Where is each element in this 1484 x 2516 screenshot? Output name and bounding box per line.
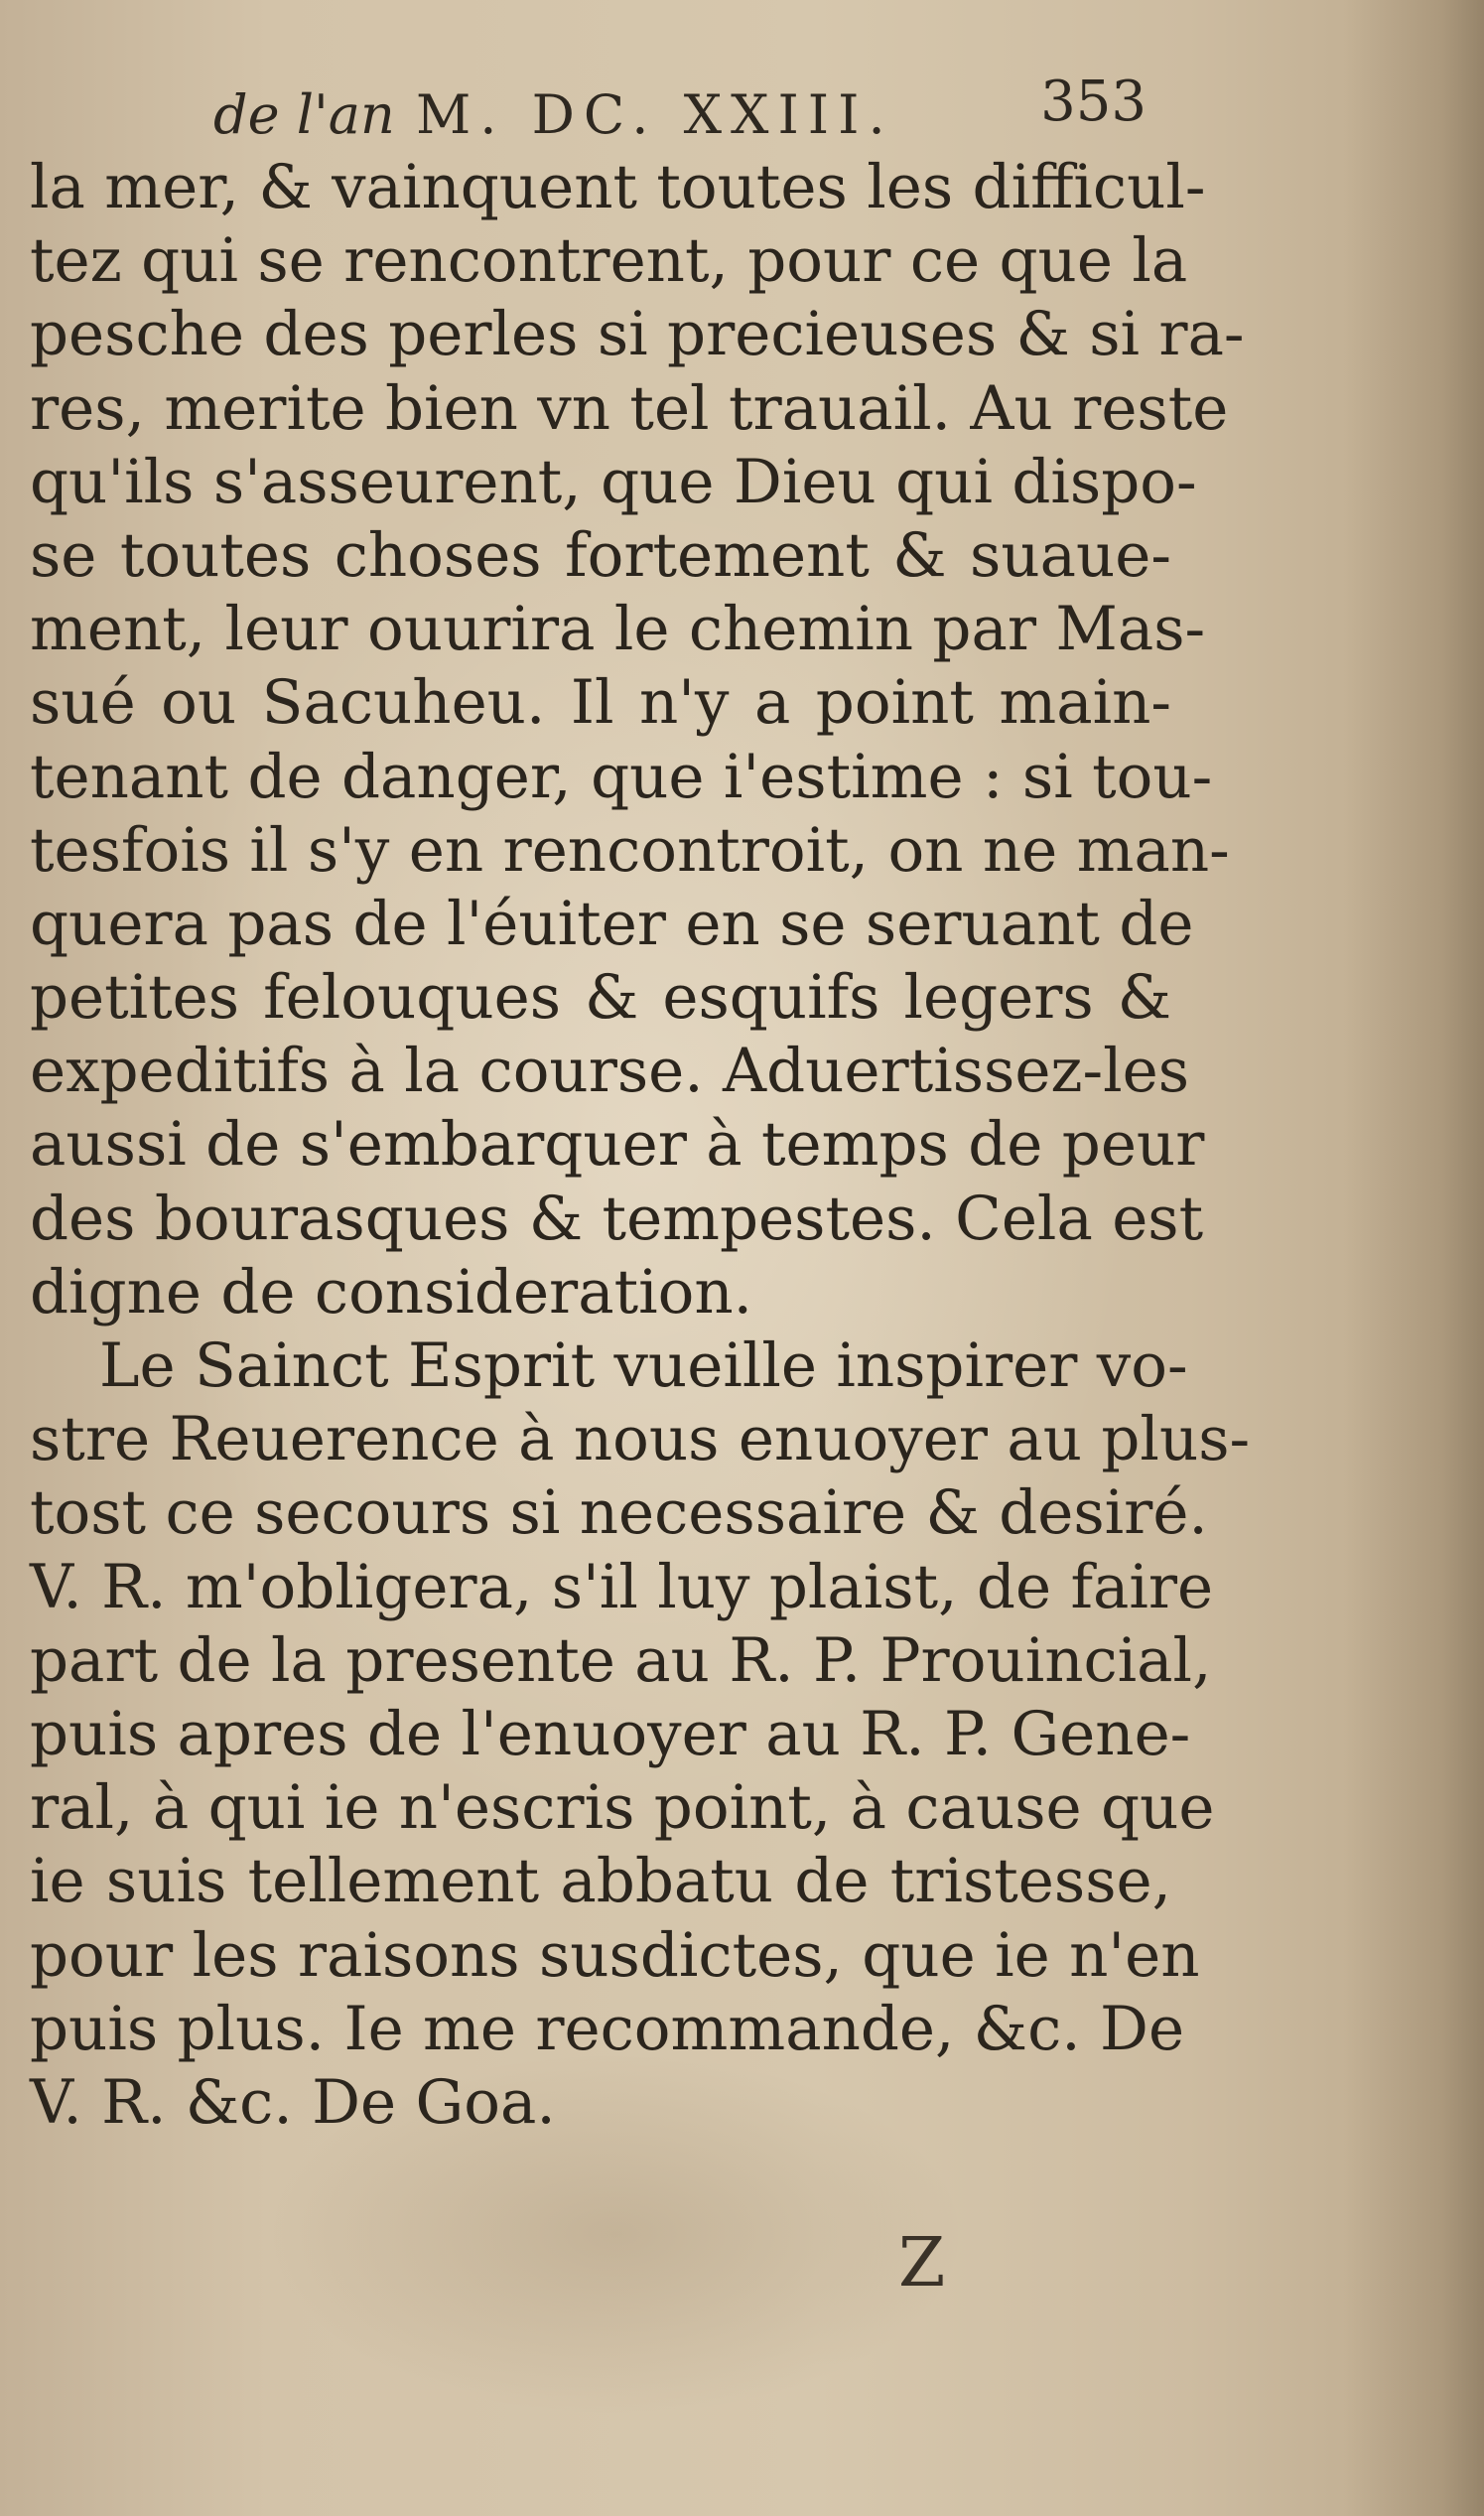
running-head-italic: de l'an <box>213 83 395 146</box>
text-line: expeditifs à la course. Aduertissez-les <box>30 1036 1190 1107</box>
text-line: part de la presente au R. P. Prouincial, <box>30 1624 1212 1696</box>
text-line: pesche des perles si precieuses & si ra- <box>30 299 1245 370</box>
page-number: 353 <box>1040 70 1147 134</box>
text-line: ment, leur ouurira le chemin par Mas- <box>30 594 1206 665</box>
text-line: stre Reuerence à nous enuoyer au plus- <box>30 1404 1251 1475</box>
text-line: pour les raisons susdictes, que ie n'en <box>30 1919 1200 1991</box>
text-line: res, merite bien vn tel trauail. Au reste <box>30 372 1229 444</box>
text-line: ral, à qui ie n'escris point, à cause que <box>30 1772 1215 1844</box>
page-header <box>213 70 1147 149</box>
text-line: V. R. m'obligera, s'il luy plaist, de faire <box>30 1551 1214 1622</box>
text-line: tenant de danger, que i'estime : si tou- <box>30 741 1213 812</box>
page-fold-shadow <box>1345 0 1484 2516</box>
text-line: ie suis tellement abbatu de tristesse, <box>30 1846 1171 1917</box>
running-head-year: M. DC. XXIII. <box>415 83 894 146</box>
text-line: quera pas de l'éuiter en se seruant de <box>30 888 1194 959</box>
text-line: se toutes choses fortement & suaue- <box>30 519 1171 591</box>
body-text <box>30 151 1251 2140</box>
text-line: aussi de s'embarquer à temps de peur <box>30 1109 1205 1181</box>
text-line: puis apres de l'enuoyer au R. P. Gene- <box>30 1698 1191 1769</box>
text-line: des bourasques & tempestes. Cela est <box>30 1183 1204 1254</box>
signature-mark: Z <box>898 2224 946 2303</box>
text-line: sué ou Sacuheu. Il n'y a point main- <box>30 667 1171 739</box>
text-line: la mer, & vainquent toutes les difficul- <box>30 152 1206 222</box>
text-line-paragraph-end: digne de consideration. <box>30 1256 753 1328</box>
running-head <box>213 83 894 146</box>
text-line: petites felouques & esquifs legers & <box>30 962 1171 1034</box>
text-line: qu'ils s'asseurent, que Dieu qui dispo- <box>30 446 1197 517</box>
text-line: tez qui se rencontrent, pour ce que la <box>30 225 1188 297</box>
text-line: puis plus. Ie me recommande, &c. De <box>30 1993 1185 2064</box>
text-line-paragraph-end: V. R. &c. De Goa. <box>30 2066 556 2138</box>
text-line: tost ce secours si necessaire & desiré. <box>30 1477 1208 1549</box>
text-line: tesfois il s'y en rencontroit, on ne man- <box>30 814 1230 886</box>
text-line-paragraph-start: Le Sainct Esprit vueille inspirer vo- <box>99 1330 1188 1401</box>
